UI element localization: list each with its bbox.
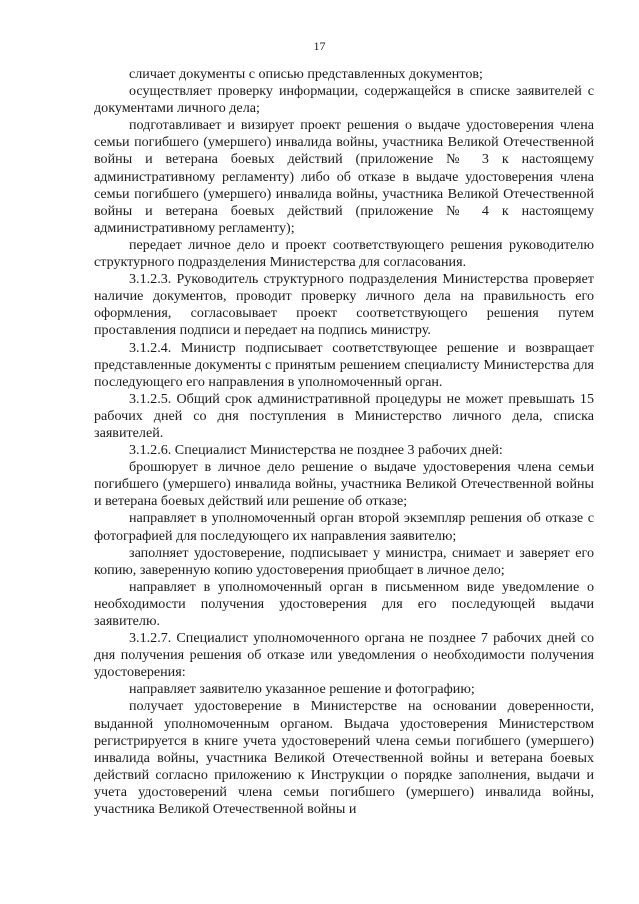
paragraph: 3.1.2.7. Специалист уполномоченного органа не позднее 7 рабочих дней со дня получения решения об отказе или уведомления о необходимости получения удостоверения: — [94, 630, 594, 681]
paragraph: 3.1.2.5. Общий срок административной процедуры не может превышать 15 рабочих дней со дня поступления в Министерство личного дела, списка заявителей. — [94, 390, 594, 441]
paragraph: 3.1.2.4. Министр подписывает соответствующее решение и возвращает представленные документы с принятым решением специалисту Министерства для последующего его направления в уполномоченный орган. — [94, 339, 594, 390]
paragraph: направляет в уполномоченный орган второй экземпляр решения об отказе с фотографией для последующего их направления заявителю; — [94, 510, 594, 544]
paragraph: направляет заявителю указанное решение и фотографию; — [129, 681, 475, 698]
paragraph: 3.1.2.3. Руководитель структурного подразделения Министерства проверяет наличие документов, проводит проверку личного дела на правильность его оформления, согласовывает проект соответствующего решения путем проставления подписи и передает на подпись министру. — [94, 271, 594, 339]
paragraph: брошюрует в личное дело решение о выдаче удостоверения члена семьи погибшего (умершего) инвалида войны, участника Великой Отечественной войны и ветерана боевых действий или решение об отказе; — [94, 459, 594, 510]
document-body — [94, 66, 594, 818]
paragraph: заполняет удостоверение, подписывает у министра, снимает и заверяет его копию, заверенную копию удостоверения приобщает в личное дело; — [94, 544, 594, 578]
paragraph: осуществляет проверку информации, содержащейся в списке заявителей с документами личного дела; — [94, 83, 594, 117]
paragraph: 3.1.2.6. Специалист Министерства не позднее 3 рабочих дней: — [129, 442, 503, 459]
paragraph: сличает документы с описью представленных документов; — [129, 66, 483, 82]
paragraph: направляет в уполномоченный орган в письменном виде уведомление о необходимости получения удостоверения для его последующей выдачи заявителю. — [94, 578, 594, 629]
paragraph: подготавливает и визирует проект решения о выдаче удостоверения члена семьи погибшего (умершего) инвалида войны, участника Великой Отечественной войны и ветерана боевых действий (приложение № 3 к настоящему административному регламенту) либо об отказе в выдаче удостоверения члена семьи погибшего (умершего) инвалида войны, участника Великой Отечественной войны и ветерана боевых действий (приложение № 4 к настоящему административному регламенту); — [94, 117, 594, 236]
page-number: 17 — [313, 39, 326, 53]
paragraph: передает личное дело и проект соответствующего решения руководителю структурного подразделения Министерства для согласования. — [94, 236, 594, 271]
paragraph: получает удостоверение в Министерстве на основании доверенности, выданной уполномоченным органом. Выдача удостоверения Министерством регистрируется в книге учета удостоверений члена семьи погибшего (умершего) инвалида войны, участника Великой Отечественной войны и ветерана боевых действий согласно приложению к Инструкции о порядке заполнения, выдачи и учета удостоверений члена семьи погибшего (умершего) инвалида войны, участника Великой Отечественной войны и — [94, 698, 594, 818]
